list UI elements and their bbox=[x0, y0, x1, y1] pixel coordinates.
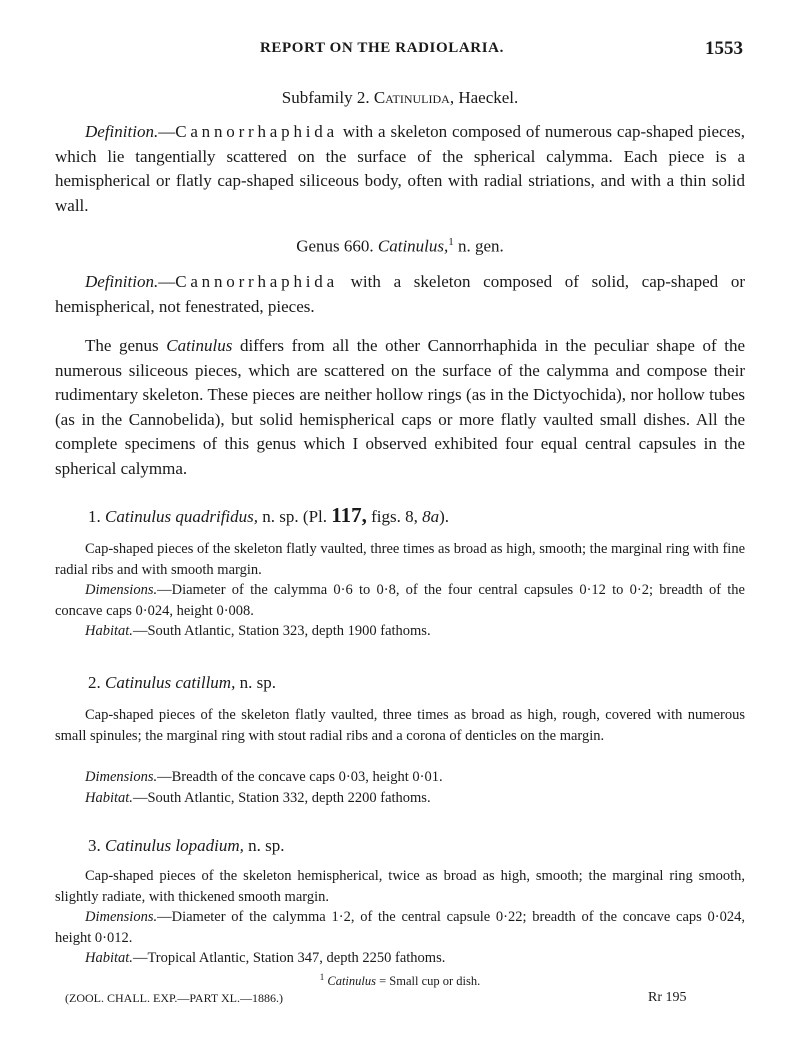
genus-description bbox=[55, 334, 745, 481]
plate-open: (Pl. bbox=[298, 507, 332, 526]
habitat-text: —South Atlantic, Station 332, depth 2200 fathoms. bbox=[132, 790, 431, 806]
genus-prefix: Genus 660. bbox=[296, 236, 374, 256]
footnote-mark: 1 bbox=[319, 972, 325, 982]
species-name: Catinulus catillum, bbox=[105, 673, 236, 692]
dimensions-text: —Diameter of the calymma 0·6 to 0·8, of the four central capsules 0·12 to 0·2; breadth of the concave caps 0·024, height 0·008. bbox=[55, 582, 745, 619]
genus-name: Catinulus, bbox=[377, 236, 449, 256]
subfamily-name: Catinulida bbox=[373, 88, 450, 107]
habitat-label: Habitat. bbox=[85, 790, 133, 806]
species-3-title bbox=[88, 836, 284, 856]
species-2-title bbox=[88, 673, 276, 693]
page-number: 1553 bbox=[705, 38, 743, 59]
species-name: Catinulus lopadium, bbox=[105, 836, 244, 855]
habitat-label: Habitat. bbox=[85, 950, 133, 966]
genus-heading bbox=[0, 236, 800, 257]
species-number: 3. bbox=[88, 836, 101, 855]
subfamily-prefix: Subfamily 2. bbox=[281, 88, 370, 107]
species-3-habitat bbox=[55, 948, 745, 969]
genus-footnote-mark: 1 bbox=[448, 236, 454, 248]
species-status: n. sp. bbox=[243, 836, 285, 855]
plate-number: 117, bbox=[331, 503, 367, 527]
species-number: 2. bbox=[88, 673, 101, 692]
footnote-term: Catinulus bbox=[327, 974, 376, 989]
running-title: REPORT ON THE RADIOLARIA. bbox=[260, 40, 504, 56]
dimensions-label: Dimensions. bbox=[85, 769, 158, 785]
habitat-text: —South Atlantic, Station 323, depth 1900 fathoms. bbox=[132, 623, 431, 639]
species-1-title bbox=[88, 503, 449, 528]
species-3-description: Cap-shaped pieces of the skeleton hemispherical, twice as broad as high, smooth; the marginal ring smooth, slightly radiate, with thickened smooth margin. bbox=[55, 868, 745, 905]
genus-description-part2: differs from all the other Cannorrhaphida in the peculiar shape of the numerous siliceous pieces, which are scattered on the surface of the calymma and compose their rudimentary skeleton. These pieces are neither hollow rings (as in the Dictyochida), nor hollow tubes (as in the Cannobelida), but solid hemispherical caps or more flatly vaulted small dishes. All the complete specimens of this genus which I observed exhibited four equal central capsules in the spherical calymma. bbox=[55, 336, 745, 478]
definition-label: Definition. bbox=[85, 122, 159, 141]
genus-definition-label: Definition. bbox=[85, 272, 159, 291]
footnote-text: = Small cup or dish. bbox=[375, 974, 481, 989]
habitat-text: —Tropical Atlantic, Station 347, depth 2250 fathoms. bbox=[132, 950, 446, 966]
plate-figs: figs. 8, bbox=[366, 507, 423, 526]
genus-definition-dash: — bbox=[158, 272, 176, 291]
dimensions-label: Dimensions. bbox=[85, 909, 158, 925]
species-2-description: Cap-shaped pieces of the skeleton flatly vaulted, three times as broad as high, rough, covered with numerous small spinules; the marginal ring with stout radial ribs and a corona of denticles on the margin. bbox=[55, 707, 745, 744]
species-2-habitat bbox=[55, 788, 745, 809]
species-1-habitat bbox=[55, 621, 745, 642]
plate-fig-italic: 8a bbox=[422, 507, 440, 526]
footnote bbox=[0, 972, 800, 989]
species-3-dimensions bbox=[55, 907, 745, 948]
genus-suffix: n. gen. bbox=[453, 236, 504, 256]
definition-taxon: Cannorrhaphida bbox=[175, 122, 338, 141]
plate-close: ). bbox=[439, 507, 450, 526]
subfamily-definition bbox=[55, 120, 745, 218]
footer-imprint: (ZOOL. CHALL. EXP.—PART XL.—1886.) bbox=[65, 991, 283, 1005]
species-2-dimensions bbox=[55, 767, 745, 788]
genus-definition-taxon: Cannorrhaphida bbox=[175, 272, 338, 291]
subfamily-heading bbox=[0, 88, 800, 108]
definition-dash: — bbox=[158, 122, 176, 141]
genus-definition bbox=[55, 270, 745, 319]
species-status: n. sp. bbox=[258, 507, 299, 526]
habitat-label: Habitat. bbox=[85, 623, 133, 639]
species-1-description: Cap-shaped pieces of the skeleton flatly vaulted, three times as broad as high, smooth; the marginal ring with fine radial ribs and with smooth margin. bbox=[55, 541, 745, 578]
dimensions-label: Dimensions. bbox=[85, 582, 158, 598]
genus-definition-text: with a skeleton composed of solid, cap-shaped or hemispherical, not fenestrated, pieces. bbox=[55, 272, 745, 316]
species-status: n. sp. bbox=[235, 673, 276, 692]
genus-description-part1: The genus bbox=[85, 336, 167, 355]
dimensions-text: —Diameter of the calymma 1·2, of the central capsule 0·22; breadth of the concave caps 0·024, height 0·012. bbox=[55, 909, 745, 946]
subfamily-author: , Haeckel. bbox=[449, 88, 519, 107]
footer-signature: Rr 195 bbox=[648, 990, 687, 1005]
species-number: 1. bbox=[88, 507, 101, 526]
definition-text: with a skeleton composed of numerous cap-shaped pieces, which lie tangentially scattered on the surface of the spherical calymma. Each piece is a hemispherical or flatly cap-shaped siliceous body, often with radial striations, and with a thin solid wall. bbox=[55, 122, 745, 215]
species-1-dimensions bbox=[55, 580, 745, 621]
dimensions-text: —Breadth of the concave caps 0·03, height 0·01. bbox=[157, 769, 443, 785]
species-name: Catinulus quadrifidus, bbox=[105, 507, 259, 526]
genus-description-italic: Catinulus bbox=[166, 336, 233, 355]
